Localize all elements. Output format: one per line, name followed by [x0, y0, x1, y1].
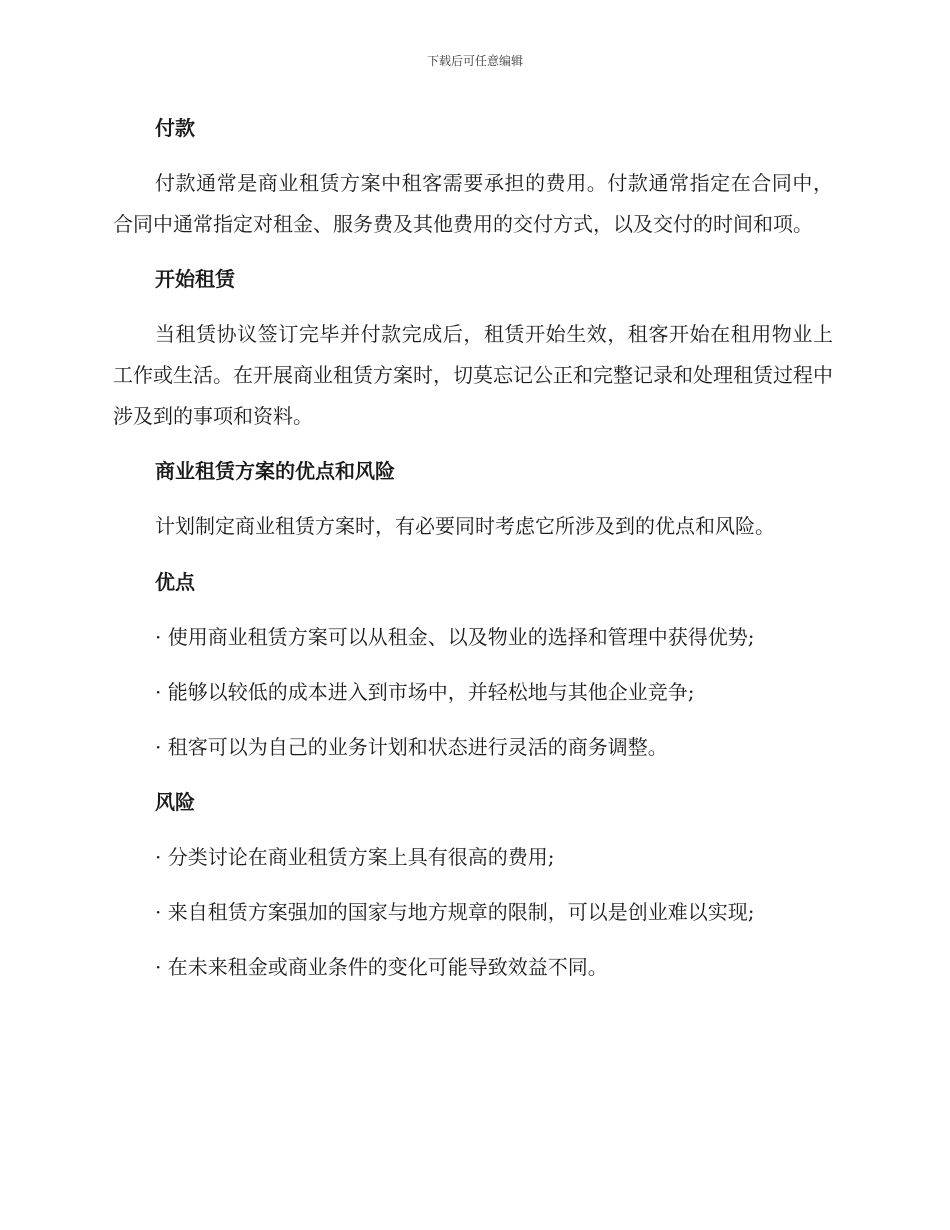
list-item: · 分类讨论在商业租赁方案上具有很高的费用; [155, 845, 555, 869]
section-heading-payment: 付款 [155, 116, 195, 140]
list-item: · 在未来租金或商业条件的变化可能导致效益不同。 [155, 955, 608, 979]
list-item: · 租客可以为自己的业务计划和状态进行灵活的商务调整。 [155, 735, 668, 759]
page-header-note: 下载后可任意编辑 [426, 54, 523, 68]
list-item: · 使用商业租赁方案可以从租金、以及物业的选择和管理中获得优势; [155, 625, 755, 649]
section-heading-risks: 风险 [155, 790, 195, 814]
section-heading-advantages: 优点 [155, 570, 195, 594]
paragraph-start-lease: 当租赁协议签订完毕并付款完成后，租赁开始生效，租客开始在租用物业上工作或生活。在开展商业租赁方案时，切莫忘记公正和完整记录和处理租赁过程中涉及到的事项和资料。 [113, 322, 833, 428]
section-heading-pros-and-risks: 商业租赁方案的优点和风险 [155, 459, 395, 483]
document-body [113, 108, 833, 987]
paragraph-pros-and-risks: 计划制定商业租赁方案时，有必要同时考虑它所涉及到的优点和风险。 [155, 514, 775, 538]
list-item: · 能够以较低的成本进入到市场中，并轻松地与其他企业竞争; [155, 680, 695, 704]
list-item: · 来自租赁方案强加的国家与地方规章的限制，可以是创业难以实现; [155, 900, 755, 924]
section-heading-start-lease: 开始租赁 [155, 267, 235, 291]
paragraph-payment: 付款通常是商业租赁方案中租客需要承担的费用。付款通常指定在合同中，合同中通常指定对租金、服务费及其他费用的交付方式，以及交付的时间和项。 [113, 171, 833, 236]
